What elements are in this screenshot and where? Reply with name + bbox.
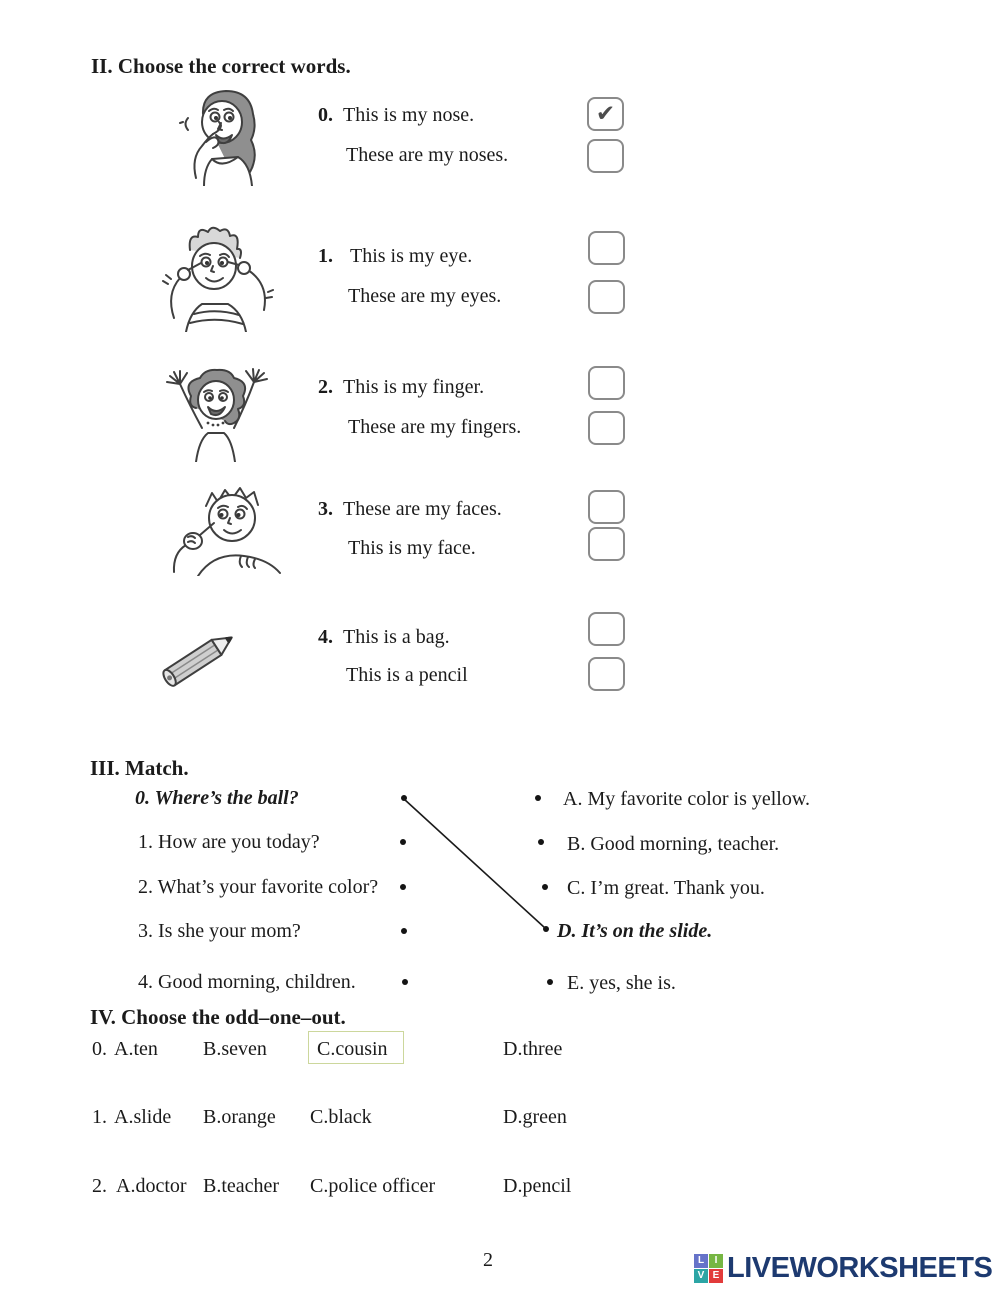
- item1-checkbox-option2[interactable]: [588, 280, 625, 314]
- odd-row1-option-C[interactable]: C.black: [310, 1106, 372, 1128]
- item1-option2-label: These are my eyes.: [348, 285, 502, 307]
- item2-number: 2.: [318, 376, 333, 398]
- logo-square-I: I: [709, 1254, 723, 1268]
- match-right-item-D: D. It’s on the slide.: [557, 920, 713, 942]
- match-right-item-E: E. yes, she is.: [567, 972, 676, 994]
- liveworksheets-logo-icon: [694, 1254, 723, 1283]
- item4-option1-label: This is a bag.: [343, 626, 450, 648]
- logo-square-L: L: [694, 1254, 708, 1268]
- odd-row0-option-C[interactable]: C.cousin: [317, 1038, 388, 1060]
- odd-row1-option-D[interactable]: D.green: [503, 1106, 567, 1128]
- item3-option2-label: This is my face.: [348, 537, 476, 559]
- page-number: 2: [483, 1249, 493, 1271]
- odd-row1-option-B[interactable]: B.orange: [203, 1106, 276, 1128]
- section4-title: IV. Choose the odd–one–out.: [90, 1005, 346, 1029]
- item3-number: 3.: [318, 498, 333, 520]
- odd-row2-option-A[interactable]: A.doctor: [116, 1175, 187, 1197]
- item0-image-girl-pointing-nose: [158, 84, 283, 186]
- item3-option1-label: These are my faces.: [343, 498, 502, 520]
- item1-image-boy-pointing-eyes: [136, 222, 291, 332]
- match-dot-left-0[interactable]: [401, 795, 407, 801]
- section2-title: II. Choose the correct words.: [91, 54, 351, 78]
- liveworksheets-brand-text: LIVEWORKSHEETS: [727, 1252, 993, 1284]
- match-left-item-0: 0. Where’s the ball?: [135, 787, 299, 809]
- item4-checkbox-option2[interactable]: [588, 657, 625, 691]
- match-dot-right-C[interactable]: [542, 884, 548, 890]
- item0-number: 0.: [318, 104, 333, 126]
- odd-row0-option-B[interactable]: B.seven: [203, 1038, 267, 1060]
- match-dot-right-B[interactable]: [538, 839, 544, 845]
- logo-square-V: V: [694, 1269, 708, 1283]
- match-dot-right-D[interactable]: [543, 926, 549, 932]
- item4-checkbox-option1[interactable]: [588, 612, 625, 646]
- match-dot-left-2[interactable]: [400, 884, 406, 890]
- match-dot-left-1[interactable]: [400, 839, 406, 845]
- logo-square-E: E: [709, 1269, 723, 1283]
- odd-row0-number: 0.: [92, 1038, 107, 1060]
- item2-image-girl-arms-raised: [146, 348, 288, 462]
- match-dot-right-A[interactable]: [535, 795, 541, 801]
- item3-checkbox-option2[interactable]: [588, 527, 625, 561]
- item1-checkbox-option1[interactable]: [588, 231, 625, 265]
- odd-row2-option-C[interactable]: C.police officer: [310, 1175, 436, 1197]
- item1-number: 1.: [318, 245, 333, 267]
- item2-option1-label: This is my finger.: [343, 376, 485, 398]
- match-dot-left-4[interactable]: [402, 979, 408, 985]
- match-left-item-2: 2. What’s your favorite color?: [138, 876, 379, 898]
- odd-row2-option-D[interactable]: D.pencil: [503, 1175, 572, 1197]
- item4-image-pencil: [150, 612, 258, 704]
- item3-image-boy-pointing-face: [146, 476, 298, 576]
- match-left-item-3: 3. Is she your mom?: [138, 920, 301, 942]
- item4-option2-label: This is a pencil: [346, 664, 468, 686]
- odd-row0-option-D[interactable]: D.three: [503, 1038, 563, 1060]
- match-right-item-B: B. Good morning, teacher.: [567, 833, 780, 855]
- match-dot-left-3[interactable]: [401, 928, 407, 934]
- odd-row1-option-A[interactable]: A.slide: [114, 1106, 172, 1128]
- item1-option1-label: This is my eye.: [350, 245, 473, 267]
- match-left-item-1: 1. How are you today?: [138, 831, 320, 853]
- match-right-item-C: C. I’m great. Thank you.: [567, 877, 765, 899]
- item4-number: 4.: [318, 626, 333, 648]
- item3-checkbox-option1[interactable]: [588, 490, 625, 524]
- item0-option2-label: These are my noses.: [346, 144, 509, 166]
- item2-checkbox-option1[interactable]: [588, 366, 625, 400]
- odd-row2-number: 2.: [92, 1175, 107, 1197]
- odd-row1-number: 1.: [92, 1106, 107, 1128]
- check-icon: ✔: [595, 100, 616, 127]
- item0-checkbox-option1[interactable]: [587, 97, 624, 131]
- item0-checkbox-option2[interactable]: [587, 139, 624, 173]
- section3-title: III. Match.: [90, 756, 189, 780]
- odd-row0-option-A[interactable]: A.ten: [114, 1038, 158, 1060]
- odd-row2-option-B[interactable]: B.teacher: [203, 1175, 280, 1197]
- item2-checkbox-option2[interactable]: [588, 411, 625, 445]
- match-dot-right-E[interactable]: [547, 979, 553, 985]
- match-right-item-A: A. My favorite color is yellow.: [563, 788, 810, 810]
- item0-option1-label: This is my nose.: [343, 104, 475, 126]
- item2-option2-label: These are my fingers.: [348, 416, 522, 438]
- match-left-item-4: 4. Good morning, children.: [138, 971, 356, 993]
